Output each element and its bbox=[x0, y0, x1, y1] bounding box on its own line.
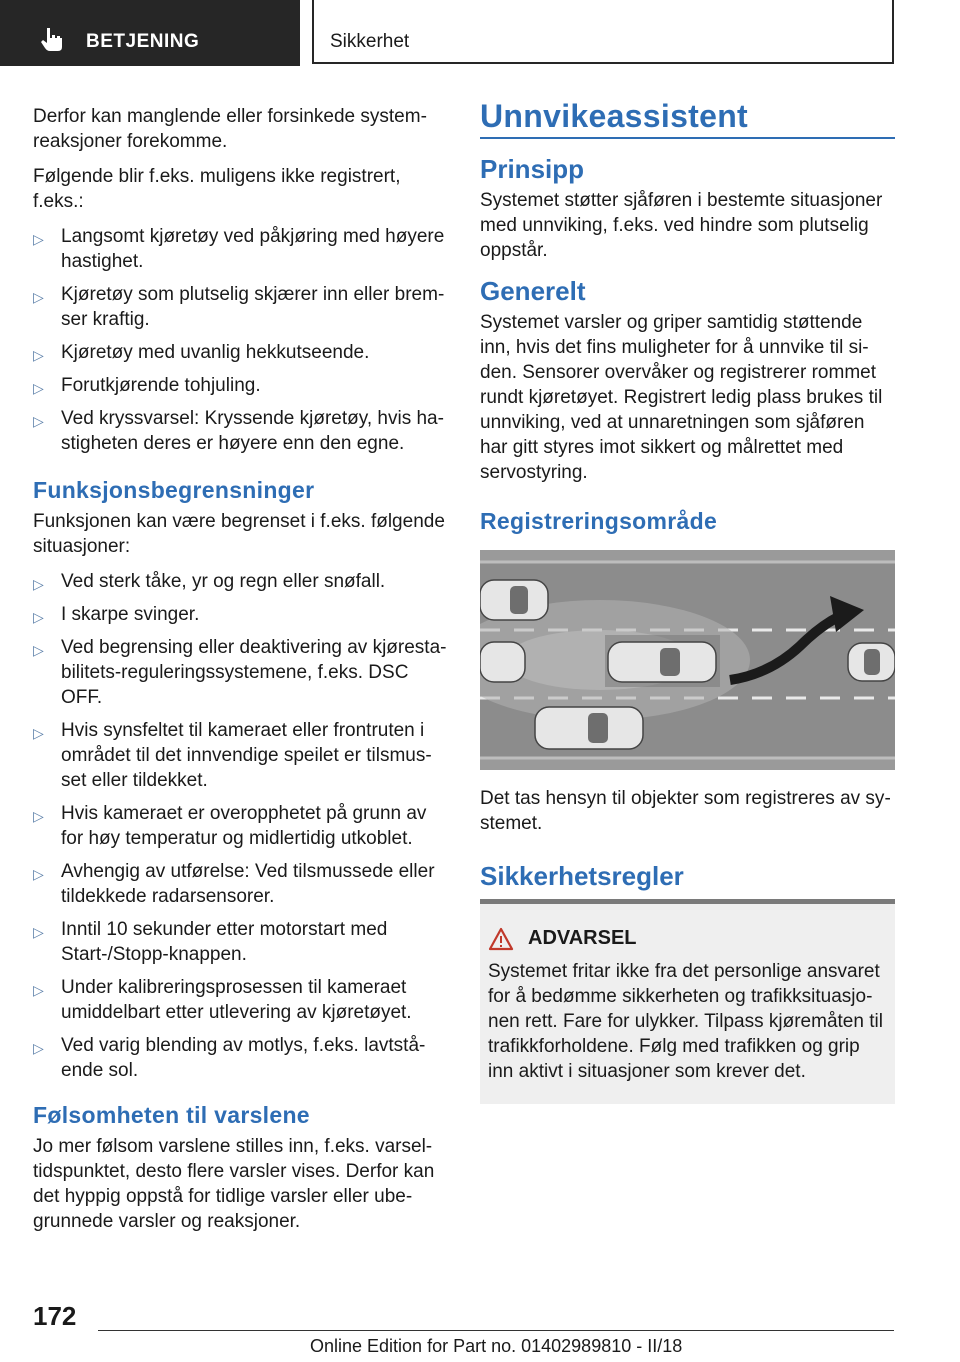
warning-text: Systemet fritar ikke fra det personlige ansvaret for å bedømme sikkerheten og trafikksituasjonen rett. Fare for ulykker. Tilpass kjøremåten til trafikkforholdene. Følg med trafikken og grip inn aktivt i situasjoner som krever det. bbox=[488, 961, 883, 1082]
intro-paragraph: Derfor kan manglende eller forsinkede systemreaksjoner forekomme. bbox=[33, 106, 427, 152]
heading-prinsipp: Prinsipp bbox=[480, 154, 585, 184]
omrade-text: Det tas hensyn til objekter som registreres av systemet. bbox=[480, 788, 891, 834]
page-header bbox=[0, 0, 960, 66]
bullet-triangle-icon: ▷ bbox=[33, 231, 44, 247]
bullet-text: Kjøretøy med uvanlig hekkutseende. bbox=[61, 342, 370, 363]
bullet-triangle-icon: ▷ bbox=[33, 725, 44, 741]
bullet-text: Ved kryssvarsel: Kryssende kjøretøy, hvis hastigheten deres er høyere enn den egne. bbox=[61, 408, 444, 454]
generelt-text: Systemet varsler og griper samtidig støttende inn, hvis det fins muligheter for å unnvike til siden. Sensorer overvåker og registrerer rommet rundt kjøretøyet. Registrert ledig plass brukes til unnviking, ved at unnaretningen som sjåføren har gitt styres imot sikkert og målrettet med servostyring. bbox=[480, 312, 883, 483]
bullet-item bbox=[33, 406, 448, 456]
bullet-triangle-icon: ▷ bbox=[33, 347, 44, 363]
subsection-label: Sikkerhet bbox=[330, 31, 410, 52]
section-tab[interactable] bbox=[0, 0, 300, 66]
heading-sensitivity: Følsomheten til varslene bbox=[33, 1102, 310, 1128]
bullet-triangle-icon: ▷ bbox=[33, 808, 44, 824]
subsection-tab[interactable] bbox=[312, 0, 894, 64]
bullet-text: Kjøretøy som plutselig skjærer inn eller bremser kraftig. bbox=[61, 284, 445, 330]
limits-intro: Funksjonen kan være begrenset i f.eks. følgende situasjoner: bbox=[33, 511, 445, 557]
bullet-triangle-icon: ▷ bbox=[33, 642, 44, 658]
bullet-text: Hvis synsfeltet til kameraet eller frontruten i området til det innvendige speilet er tilsmusset eller tildekket. bbox=[61, 720, 432, 791]
bullet-text: Ved varig blending av motlys, f.eks. lavtstående sol. bbox=[61, 1035, 426, 1081]
bullet-item bbox=[33, 569, 448, 594]
bullet-item bbox=[33, 917, 448, 967]
bullet-item bbox=[33, 340, 448, 365]
bullet-triangle-icon: ▷ bbox=[33, 924, 44, 940]
bullet-item bbox=[33, 718, 448, 793]
bullet-item bbox=[33, 1033, 448, 1083]
right-column bbox=[480, 98, 895, 1104]
bullet-text: Forutkjørende tohjuling. bbox=[61, 375, 261, 396]
bullet-text: Under kalibreringsprosessen til kameraet umiddelbart etter utlevering av kjøretøyet. bbox=[61, 977, 412, 1023]
edition-note: Online Edition for Part no. 01402989810 - II/18 bbox=[310, 1336, 683, 1356]
heading-omrade: Registreringsområde bbox=[480, 508, 718, 534]
bullet-text: Inntil 10 sekunder etter motorstart med Start-/Stopp-knappen. bbox=[61, 919, 388, 965]
bullet-triangle-icon: ▷ bbox=[33, 866, 44, 882]
warning-title-text: ADVARSEL bbox=[528, 927, 637, 949]
bullet-text: Langsomt kjøretøy ved påkjøring med høyere hastighet. bbox=[61, 226, 445, 272]
bullet-text: Avhengig av utførelse: Ved tilsmussede eller tildekkede radarsensorer. bbox=[61, 861, 435, 907]
page-number: 172 bbox=[33, 1301, 77, 1331]
warning-triangle-icon bbox=[488, 927, 514, 951]
bullet-item bbox=[33, 801, 448, 851]
bullet-triangle-icon: ▷ bbox=[33, 982, 44, 998]
detection-area-illustration bbox=[480, 550, 895, 770]
hand-pointer-icon bbox=[40, 26, 66, 52]
bullet-triangle-icon: ▷ bbox=[33, 380, 44, 396]
bullet-item bbox=[33, 282, 448, 332]
footer-divider bbox=[98, 1330, 894, 1331]
bullet-triangle-icon: ▷ bbox=[33, 413, 44, 429]
bullet-item bbox=[33, 224, 448, 274]
bullet-item bbox=[33, 635, 448, 710]
warning-title bbox=[488, 926, 887, 951]
bullet-triangle-icon: ▷ bbox=[33, 609, 44, 625]
bullet-item bbox=[33, 602, 448, 627]
section-label: BETJENING bbox=[86, 31, 200, 52]
bullet-item bbox=[33, 373, 448, 398]
heading-generelt: Generelt bbox=[480, 276, 586, 306]
bullet-item bbox=[33, 859, 448, 909]
bullet-triangle-icon: ▷ bbox=[33, 289, 44, 305]
intro-paragraph-2: Følgende blir f.eks. muligens ikke registrert, f.eks.: bbox=[33, 166, 401, 212]
bullet-triangle-icon: ▷ bbox=[33, 576, 44, 592]
prinsipp-text: Systemet støtter sjåføren i bestemte situasjoner med unnviking, f.eks. ved hindre som plutselig oppstår. bbox=[480, 190, 883, 261]
bullet-item bbox=[33, 975, 448, 1025]
bullet-text: Ved sterk tåke, yr og regn eller snøfall. bbox=[61, 571, 386, 592]
sensitivity-text: Jo mer følsom varslene stilles inn, f.eks. varseltidspunktet, desto flere varsler vises. Derfor kan det hyppig oppstå for tidlige varsler eller ubegrunnede varsler og reaksjoner. bbox=[33, 1136, 435, 1232]
warning-box bbox=[480, 899, 895, 1104]
bullet-text: Ved begrensing eller deaktivering av kjørestabilitets-reguleringssystemene, f.eks. DSC OFF. bbox=[61, 637, 447, 708]
bullet-triangle-icon: ▷ bbox=[33, 1040, 44, 1056]
bullet-text: Hvis kameraet er overopphetet på grunn av for høy temperatur og midlertidig utkoblet. bbox=[61, 803, 427, 849]
bullet-text: I skarpe svinger. bbox=[61, 604, 200, 625]
page-title: Unnvikeassistent bbox=[480, 104, 895, 139]
heading-sikkerhet: Sikkerhetsregler bbox=[480, 861, 684, 891]
heading-limits: Funksjonsbegrensninger bbox=[33, 477, 315, 503]
left-column bbox=[33, 104, 448, 1244]
